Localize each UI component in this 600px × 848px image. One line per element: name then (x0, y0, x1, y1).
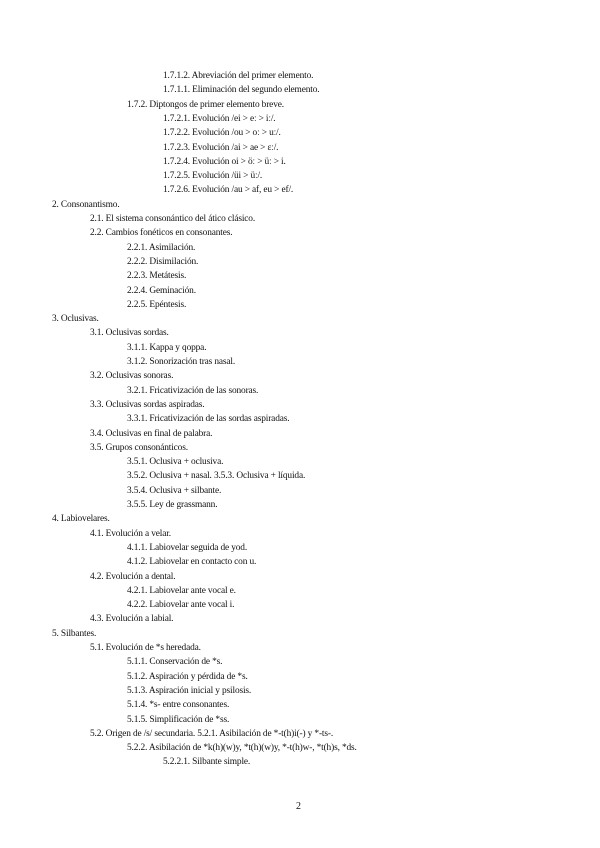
toc-entry: 5.1.1. Conservación de *s. (127, 657, 223, 668)
toc-entry: 3.3.1. Fricativización de las sordas aspiradas. (127, 414, 290, 425)
toc-entry: 4.2.1. Labiovelar ante vocal e. (127, 585, 236, 596)
toc-entry: 2.2.3. Metátesis. (127, 271, 187, 282)
toc-entry: 5.2. Origen de /s/ secundaria. 5.2.1. Asibilación de *-t(h)i(-) y *-ts-. (90, 728, 334, 739)
toc-entry: 5. Silbantes. (52, 628, 97, 639)
toc-entry: 5.1. Evolución de *s heredada. (90, 643, 201, 653)
toc-entry: 3.5.1. Oclusiva + oclusiva. (127, 457, 224, 468)
page-number: 2 (296, 801, 301, 812)
toc-entry: 3.5.5. Ley de grassmann. (127, 500, 218, 510)
toc-entry: 4.1.2. Labiovelar en contacto con u. (127, 557, 257, 568)
toc-entry: 3.5. Grupos consonánticos. (90, 442, 188, 453)
toc-entry: 2.1. El sistema consonántico del ático clásico. (90, 214, 256, 224)
toc-entry: 4. Labiovelares. (52, 514, 110, 525)
toc-entry: 3.4. Oclusivas en final de palabra. (90, 428, 213, 439)
toc-entry: 2.2. Cambios fonéticos en consonantes. (90, 228, 233, 239)
toc-entry: 1.7.2.1. Evolución /ei > eː > iː/. (163, 113, 276, 124)
toc-entry: 1.7.2.3. Evolución /ai > ae > ɛː/. (163, 142, 279, 153)
toc-entry: 1.7.1.2. Abreviación del primer elemento. (163, 71, 314, 81)
toc-entry: 5.1.5. Simplificación de *ss. (127, 714, 230, 725)
toc-entry: 3.1.2. Sonorización tras nasal. (127, 357, 236, 367)
toc-entry: 5.1.2. Aspiración y pérdida de *s. (127, 671, 248, 682)
toc-entry: 4.2.2. Labiovelar ante vocal i. (127, 600, 235, 611)
toc-entry: 5.2.2.1. Silbante simple. (163, 757, 251, 768)
toc-entry: 3.5.2. Oclusiva + nasal. 3.5.3. Oclusiva + líquida. (127, 471, 306, 482)
toc-entry: 1.7.2.6. Evolución /au > af, eu > ef/. (163, 185, 294, 196)
toc-entry: 4.2. Evolución a dental. (90, 571, 176, 582)
toc-entry: 3.3. Oclusivas sordas aspiradas. (90, 399, 205, 410)
toc-entry: 1.7.2.5. Evolución /üi > üː/. (163, 171, 263, 182)
toc-entry: 4.1.1. Labiovelar seguida de yod. (127, 542, 248, 553)
toc-entry: 5.1.4. *s- entre consonantes. (127, 700, 230, 711)
toc-entry: 3.2. Oclusivas sonoras. (90, 371, 174, 382)
toc-entry: 2.2.2. Disimilación. (127, 256, 199, 267)
toc-entry: 5.2.2. Asibilación de *k(h)(w)y, *t(h)(w)y, *-t(h)w-, *t(h)s, *ds. (127, 743, 357, 754)
toc-entry: 4.1. Evolución a velar. (90, 528, 171, 539)
toc-entry: 4.3. Evolución a labial. (90, 614, 174, 625)
toc-entry: 1.7.1.1. Eliminación del segundo elemento. (163, 85, 320, 96)
toc-entry: 3. Oclusivas. (52, 314, 99, 325)
toc-entry: 3.2.1. Fricativización de las sonoras. (127, 385, 259, 396)
toc-entry: 3.1. Oclusivas sordas. (90, 328, 169, 339)
toc-entry: 3.5.4. Oclusiva + silbante. (127, 485, 222, 496)
toc-entry: 1.7.2. Diptongos de primer elemento breve. (127, 99, 284, 110)
toc-entry: 3.1.1. Kappa y qoppa. (127, 342, 207, 353)
toc-entry: 5.1.3. Aspiración inicial y psilosis. (127, 685, 252, 696)
toc-entry: 2.2.5. Epéntesis. (127, 299, 187, 310)
toc-entry: 2. Consonantismo. (52, 199, 120, 210)
toc-entry: 1.7.2.4. Evolución oi > öː > üː > i. (163, 156, 286, 167)
toc-entry: 2.2.4. Geminación. (127, 285, 196, 296)
toc-entry: 2.2.1. Asimilación. (127, 242, 196, 253)
toc-entry: 1.7.2.2. Evolución /ou > oː > uː/. (163, 128, 281, 139)
